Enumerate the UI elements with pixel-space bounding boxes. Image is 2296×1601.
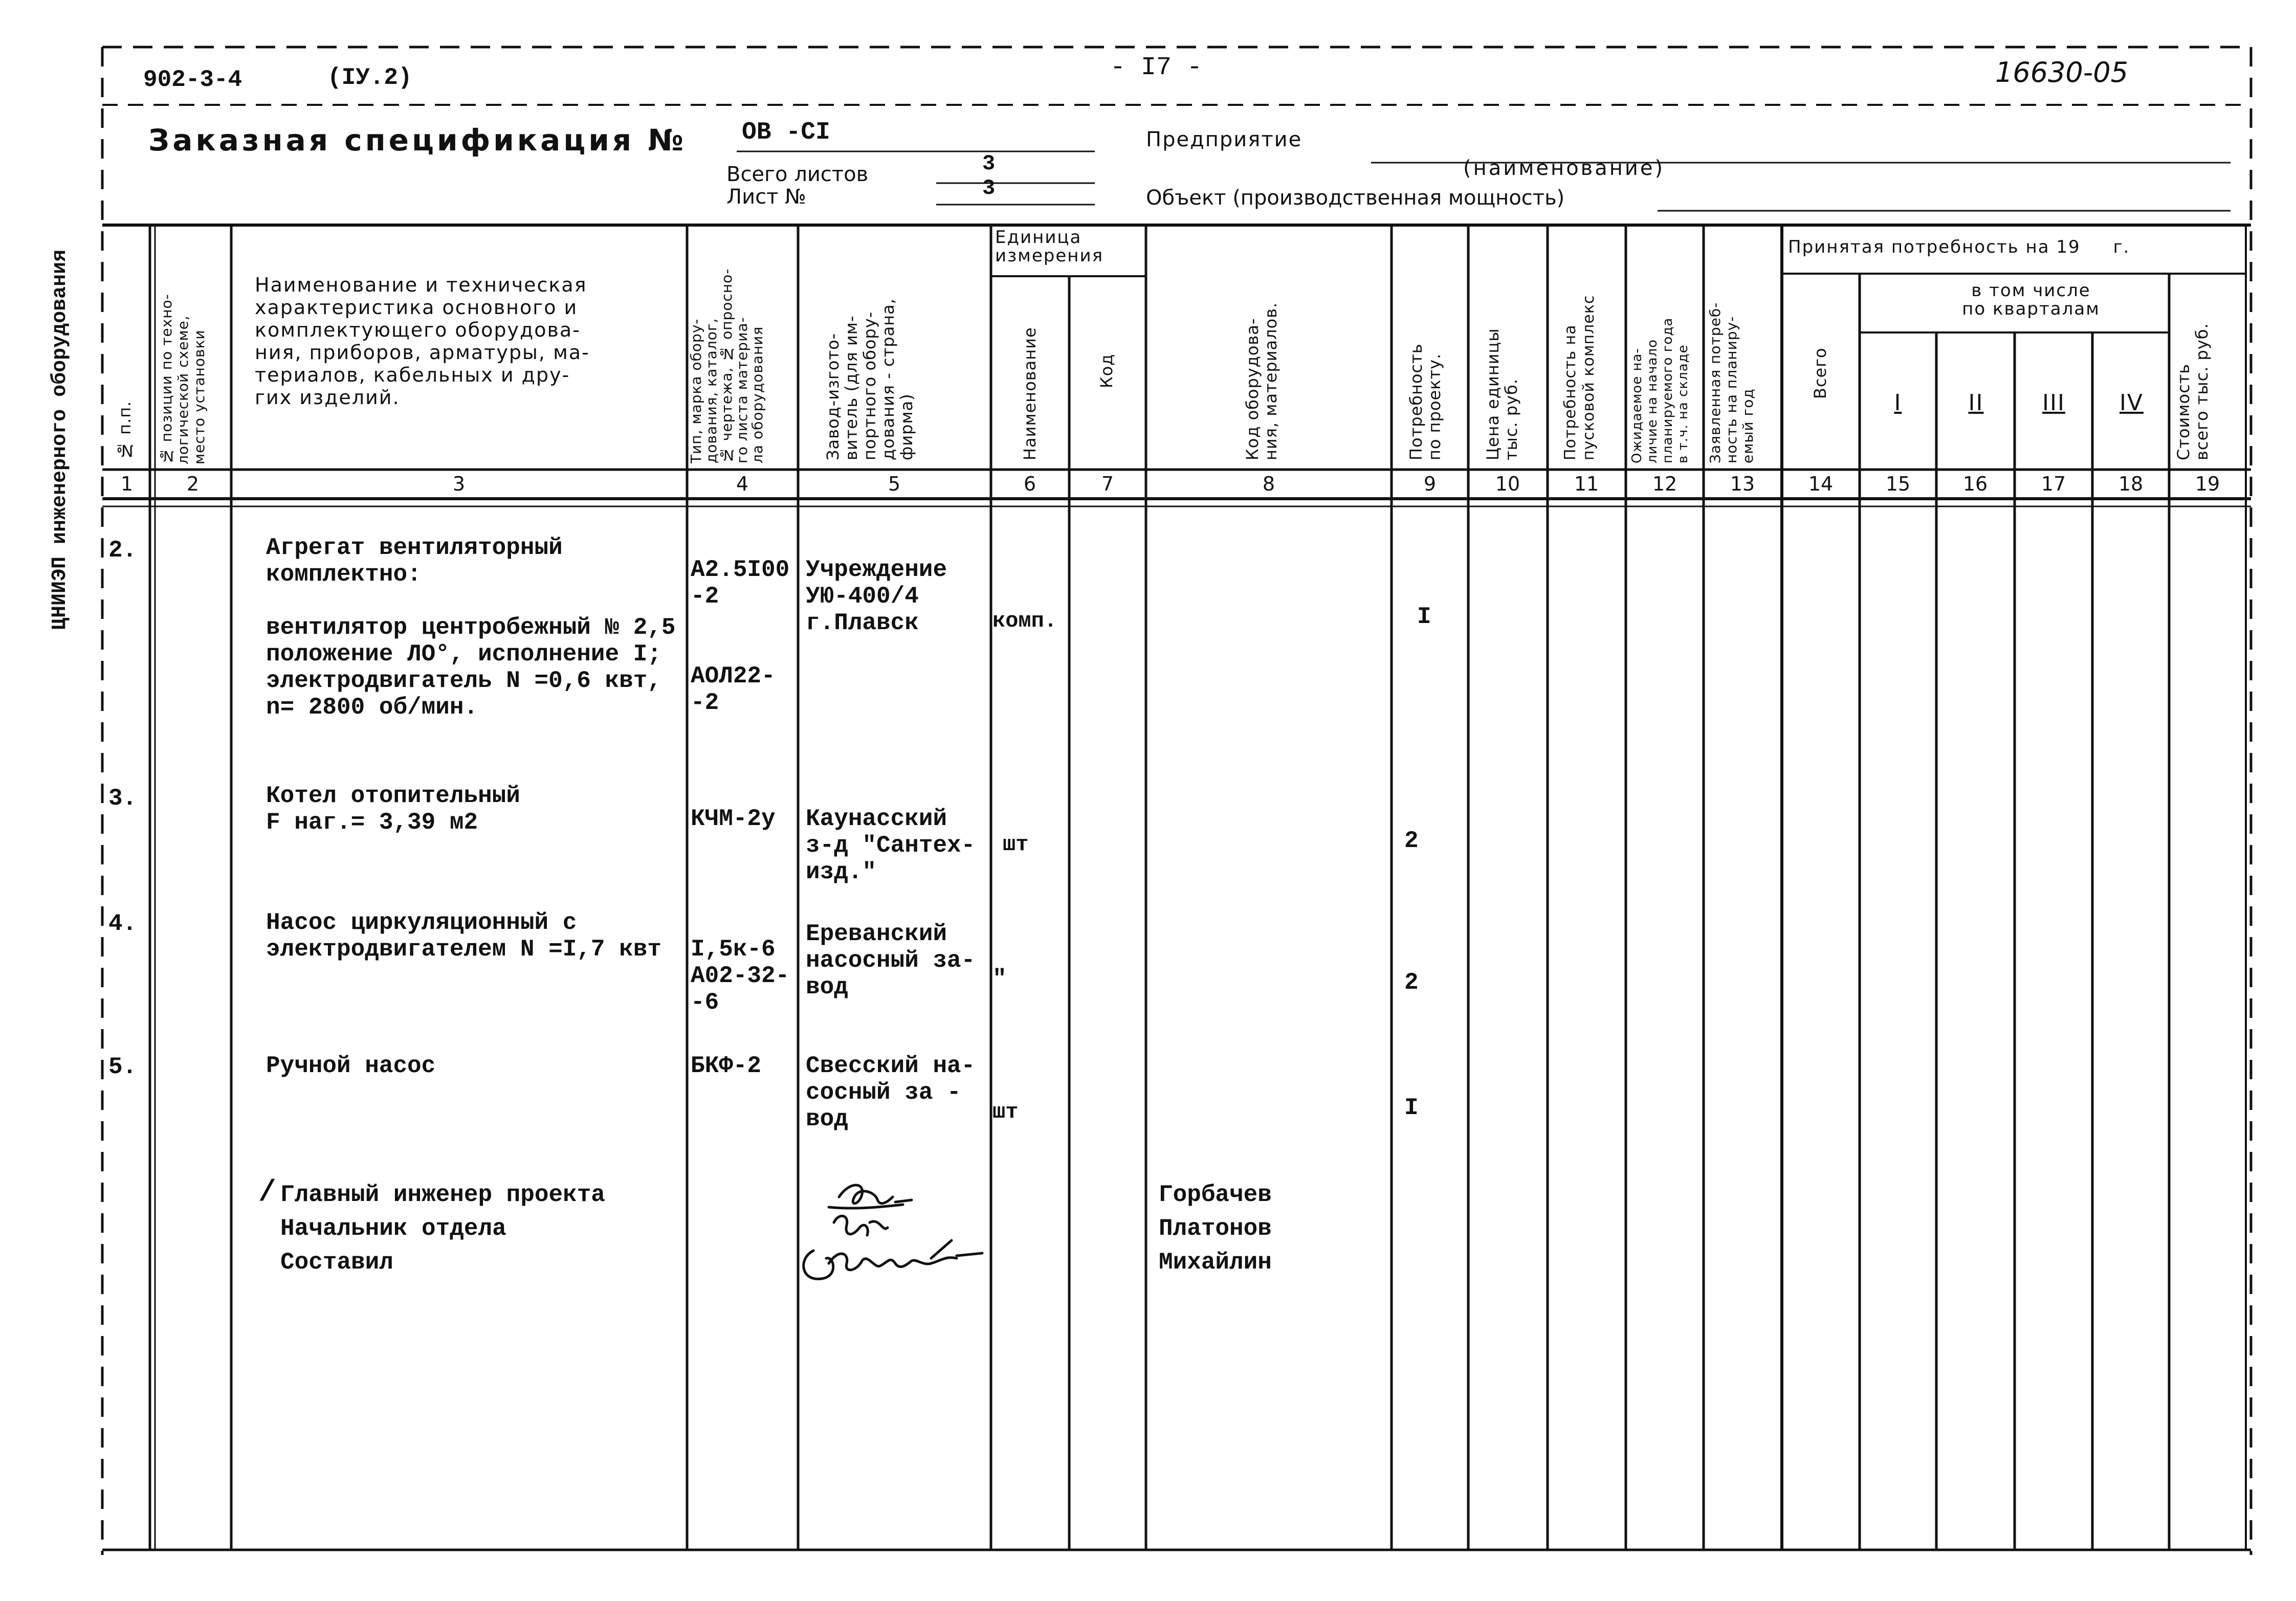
item-description: Котел отопительный F наг.= 3,39 м2 [266, 783, 520, 836]
item-type: КЧМ-2у [691, 806, 776, 832]
item-description: Агрегат вентиляторный комплектно: вентилятор центробежный № 2,5 положение ЛО°, исполнение I; электродвигатель N =0,6 квт, n= 2800 об/мин. [266, 535, 676, 721]
sheet-number: 3 [982, 176, 996, 201]
col-number: 1 [120, 473, 134, 495]
col-number: 2 [186, 473, 200, 495]
col-number: 12 [1652, 473, 1677, 495]
col-number: 6 [1023, 473, 1036, 495]
quarters-header: в том числе по кварталам [1962, 280, 2100, 319]
item-description: Насос циркуляционный с электродвигателем N =I,7 квт [266, 909, 661, 963]
organization-stamp: ЦНИИЭП инженерного оборудования [49, 249, 72, 631]
item-unit: " [992, 966, 1007, 992]
col-14-header: Всего [1811, 347, 1830, 399]
col-10-header: Цена единицы тыс. руб. [1483, 328, 1521, 460]
enterprise-label: Предприятие [1146, 128, 1302, 151]
role-department-head: Начальник отдела [280, 1215, 506, 1242]
item-type: БКФ-2 [691, 1053, 762, 1079]
col-number: 19 [2195, 473, 2220, 495]
role-chief-engineer: Главный инженер проекта [280, 1182, 605, 1208]
row-number: 5. [108, 1054, 137, 1080]
col-number: 16 [1962, 473, 1988, 495]
item-unit: шт [992, 1100, 1019, 1124]
col-13-header: Заявленная потреб- ность на планиру- емый год [1707, 302, 1756, 463]
page-number: - I7 - [1110, 53, 1203, 82]
col-9-header: Потребность по проекту. [1406, 343, 1444, 460]
col-5-header: Завод-изгото- витель (для им- портного обору- дования - страна, фирма) [823, 298, 916, 460]
item-quantity: 2 [1404, 828, 1419, 854]
col-number: 7 [1101, 473, 1114, 495]
enterprise-name-label: (наименование) [1463, 157, 1665, 180]
item-quantity: 2 [1404, 969, 1419, 996]
col-2-header: № позиции по техно- логической схеме, место установки [158, 294, 208, 464]
archive-number: 16630-05 [1995, 56, 2128, 88]
item-maker: Учреждение УЮ-400/4 г.Плавск [806, 557, 947, 636]
item-unit: шт [1003, 832, 1029, 857]
col-number: 5 [888, 473, 901, 495]
unit-group-header: Единица измерения [995, 227, 1104, 266]
col-8-header: Код оборудова- ния, материалов. [1243, 302, 1281, 460]
spec-number: ОВ -CI [742, 119, 830, 146]
col-number: 15 [1885, 473, 1911, 495]
item-type: А2.5I00 -2 АОЛ22- -2 [691, 557, 790, 716]
col-number: 13 [1730, 473, 1755, 495]
col-number: 14 [1808, 473, 1834, 495]
col-19-header: Стоимость всего тыс. руб. [2174, 323, 2212, 460]
sheets-total: 3 [982, 151, 996, 176]
col-number: 3 [452, 473, 466, 495]
row-number: 3. [108, 785, 137, 812]
col-number: 8 [1262, 473, 1275, 495]
col-17-header: III [2042, 390, 2065, 416]
name-chief-engineer: Горбачев [1159, 1182, 1272, 1208]
row-number: 2. [108, 537, 137, 564]
col-18-header: IV [2119, 390, 2144, 416]
row-number: 4. [108, 910, 137, 937]
sheets-total-label: Всего листов [726, 163, 869, 186]
item-quantity: I [1404, 1095, 1419, 1121]
role-compiler: Составил [280, 1249, 393, 1276]
handwritten-signatures [778, 1161, 1044, 1294]
col-1-header: № п.п. [115, 401, 135, 460]
series-number: 902-3-4 [143, 66, 242, 93]
col-12-header: Ожидаемое на- личие на начало планируемого года в т.ч. на складе [1629, 317, 1691, 463]
col-16-header: II [1968, 390, 1984, 416]
item-maker: Ереванский насосный за- вод [806, 921, 976, 1000]
item-maker: Свесский на- сосный за - вод [806, 1053, 976, 1132]
col-4-header: Тип, марка обору- дования, каталог, № чертежа, № опросно- го листа материа- ла оборудования [688, 268, 766, 463]
col-number: 17 [2041, 473, 2066, 495]
col-number: 18 [2118, 473, 2144, 495]
item-unit: комп. [992, 609, 1057, 633]
item-maker: Каунасский з-д "Сантех- изд." [806, 806, 976, 885]
name-department-head: Платонов [1159, 1215, 1272, 1242]
item-description: Ручной насос [266, 1053, 436, 1079]
col-number: 4 [736, 473, 749, 495]
item-quantity: I [1417, 604, 1431, 630]
signature-slash: / [258, 1176, 276, 1210]
col-11-header: Потребность на пусковой комплекс [1561, 295, 1598, 460]
col-7-header: Код [1097, 353, 1116, 388]
sheet-label: Лист № [726, 185, 806, 209]
name-compiler: Михайлин [1159, 1249, 1272, 1276]
col-number: 9 [1423, 473, 1437, 495]
col-number: 11 [1574, 473, 1599, 495]
col-3-header: Наименование и техническая характеристика основного и комплектующего оборудова- ния, приборов, арматуры, ма- териалов, кабельных и дру- гих изделий. [255, 274, 590, 409]
col-number: 10 [1495, 473, 1520, 495]
section-number: (IУ.2) [327, 64, 412, 91]
item-type: I,5к-6 А02-32- -6 [691, 936, 790, 1016]
spec-title: Заказная спецификация № [148, 123, 687, 158]
col-6-header: Наименование [1020, 327, 1040, 460]
accepted-need-header: Принятая потребность на 19 г. [1788, 237, 2130, 257]
object-label: Объект (производственная мощность) [1146, 186, 1565, 210]
col-15-header: I [1894, 390, 1902, 416]
